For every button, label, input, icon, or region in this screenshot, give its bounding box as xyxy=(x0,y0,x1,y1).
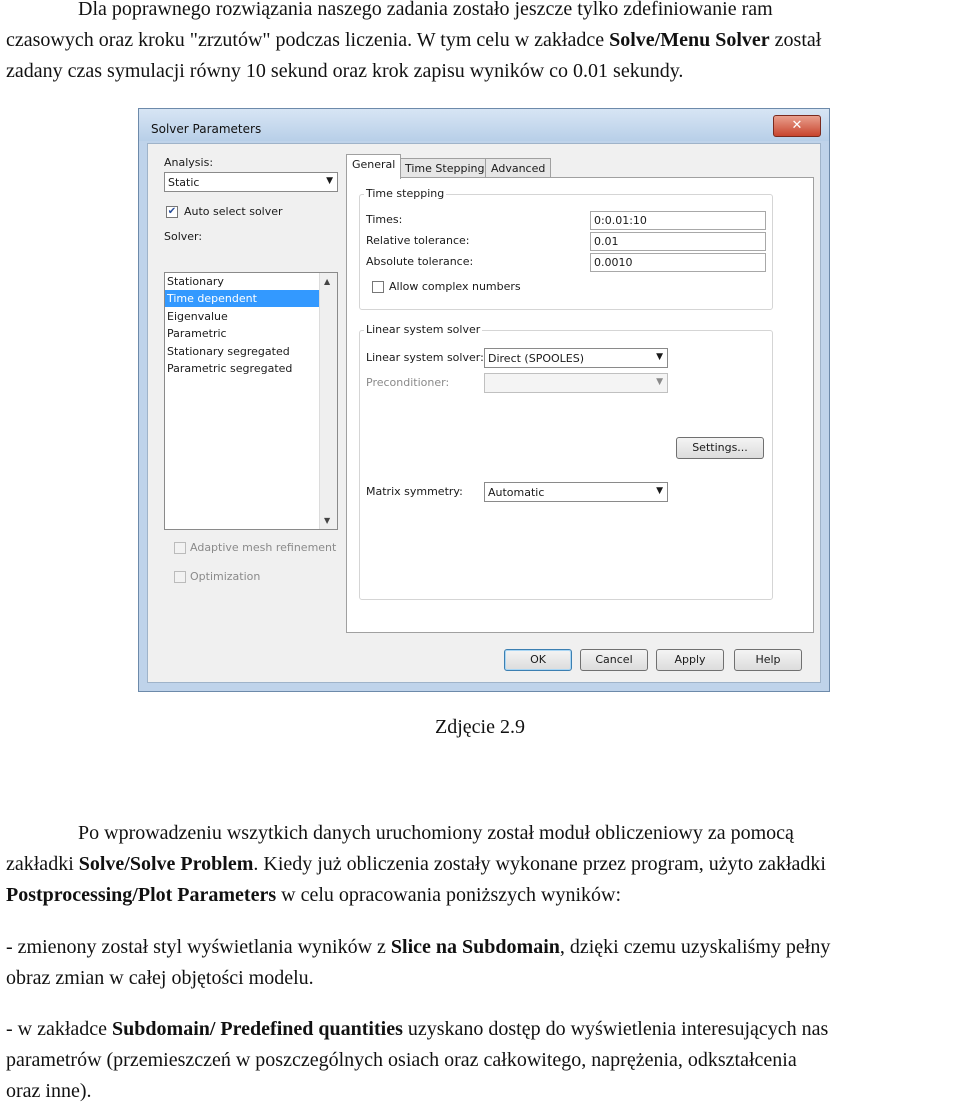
text-line xyxy=(6,818,956,849)
text-run: czasowych oraz kroku "zrzutów" podczas liczenia. W tym celu w zakładce xyxy=(6,29,610,51)
dialog-title: Solver Parameters xyxy=(151,122,262,136)
relative-tolerance-input[interactable]: 0.01 xyxy=(590,232,766,251)
close-button[interactable]: ✕ xyxy=(773,115,821,137)
optimization-checkbox[interactable] xyxy=(174,571,186,583)
times-label: Times: xyxy=(366,213,403,226)
text-run: został xyxy=(769,29,822,51)
text-line xyxy=(6,1014,956,1045)
matrix-symmetry-label: Matrix symmetry: xyxy=(366,485,463,498)
settings-button[interactable]: Settings... xyxy=(676,437,764,459)
chevron-down-icon: ▼ xyxy=(656,377,663,387)
allow-complex-checkbox[interactable] xyxy=(372,281,384,293)
text-line xyxy=(6,0,956,25)
allow-complex-label: Allow complex numbers xyxy=(389,280,521,293)
linear-system-group-label: Linear system solver xyxy=(366,323,481,336)
text-run: zakładki xyxy=(6,853,79,875)
solver-listbox[interactable] xyxy=(164,272,338,530)
text-run: zadany czas symulacji równy 10 sekund oraz krok zapisu wyników co 0.01 sekundy. xyxy=(6,60,684,82)
solver-item[interactable]: Stationary segregated xyxy=(167,345,290,358)
tab-advanced[interactable]: Advanced xyxy=(485,158,551,178)
chevron-down-icon: ▼ xyxy=(656,352,663,362)
chevron-down-icon: ▼ xyxy=(326,176,333,186)
ok-button[interactable]: OK xyxy=(504,649,572,671)
solver-item-selected[interactable]: Time dependent xyxy=(165,290,321,307)
text-run: uzyskano dostęp do wyświetlenia interesujących nas xyxy=(402,1018,829,1040)
text-line xyxy=(6,1045,956,1076)
bold-text: Slice na Subdomain xyxy=(390,936,560,958)
bold-text: Postprocessing/Plot Parameters xyxy=(6,884,277,906)
solver-item[interactable]: Stationary xyxy=(167,275,224,288)
chevron-down-icon: ▼ xyxy=(656,486,663,496)
times-input[interactable]: 0:0.01:10 xyxy=(590,211,766,230)
text-line xyxy=(6,963,956,994)
figure-caption: Zdjęcie 2.9 xyxy=(435,716,525,738)
auto-select-checkbox[interactable]: ✔ xyxy=(167,206,177,217)
absolute-tolerance-label: Absolute tolerance: xyxy=(366,255,474,268)
general-tab-panel xyxy=(346,177,814,633)
apply-button[interactable]: Apply xyxy=(656,649,724,671)
text-run: , dzięki czemu uzyskaliśmy pełny xyxy=(559,936,831,958)
analysis-value: Static xyxy=(168,176,200,189)
solver-item[interactable]: Eigenvalue xyxy=(167,310,228,323)
adaptive-mesh-checkbox[interactable] xyxy=(174,542,186,554)
bold-text: Solve/Solve Problem xyxy=(78,853,254,875)
relative-tolerance-label: Relative tolerance: xyxy=(366,234,470,247)
matrix-symmetry-value: Automatic xyxy=(488,486,545,499)
dialog-client-area xyxy=(147,143,821,683)
text-run: - w zakładce xyxy=(6,1018,113,1040)
preconditioner-label: Preconditioner: xyxy=(366,376,450,389)
linear-system-solver-group xyxy=(359,323,773,600)
text-run: - zmienony został styl wyświetlania wyników z xyxy=(6,936,391,958)
solver-list-scrollbar[interactable] xyxy=(319,273,337,529)
body-paragraph-quantities xyxy=(6,1014,956,1107)
absolute-tolerance-input[interactable]: 0.0010 xyxy=(590,253,766,272)
analysis-select[interactable] xyxy=(164,172,338,192)
text-line xyxy=(6,25,956,56)
text-run: obraz zmian w całej objętości modelu. xyxy=(6,967,314,989)
text-line xyxy=(6,849,956,880)
matrix-symmetry-select[interactable] xyxy=(484,482,668,502)
solver-parameters-dialog xyxy=(138,108,830,692)
linear-solver-value: Direct (SPOOLES) xyxy=(488,352,585,365)
tab-general[interactable]: General xyxy=(346,154,401,179)
text-line xyxy=(6,880,956,911)
time-stepping-group xyxy=(359,187,773,310)
auto-select-label: Auto select solver xyxy=(184,205,283,218)
linear-solver-label: Linear system solver: xyxy=(366,351,484,364)
solver-label: Solver: xyxy=(164,230,203,243)
help-button[interactable]: Help xyxy=(734,649,802,671)
body-paragraph-solve xyxy=(6,818,956,911)
text-run: w celu opracowania poniższych wyników: xyxy=(276,884,622,906)
linear-solver-select[interactable] xyxy=(484,348,668,368)
adaptive-mesh-label: Adaptive mesh refinement xyxy=(190,541,337,554)
scroll-down-icon[interactable]: ▼ xyxy=(324,516,331,525)
solver-item[interactable]: Parametric xyxy=(167,327,227,340)
text-run: Dla poprawnego rozwiązania naszego zadania zostało jeszcze tylko zdefiniowanie ram xyxy=(78,0,773,20)
text-run: Po wprowadzeniu wszytkich danych uruchomiony został moduł obliczeniowy za pomocą xyxy=(78,822,794,844)
solver-item[interactable]: Parametric segregated xyxy=(167,362,293,375)
text-run: parametrów (przemieszczeń w poszczególnych osiach oraz całkowitego, naprężenia, odkształcenia xyxy=(6,1049,797,1071)
preconditioner-select[interactable] xyxy=(484,373,668,393)
bold-text: Subdomain/ Predefined quantities xyxy=(112,1018,403,1040)
text-line xyxy=(6,1076,956,1107)
text-run: . Kiedy już obliczenia zostały wykonane przez program, użyto zakładki xyxy=(253,853,826,875)
text-run: oraz inne). xyxy=(6,1080,92,1102)
text-line xyxy=(6,56,956,87)
body-paragraph-slice xyxy=(6,932,956,994)
intro-paragraph xyxy=(6,0,956,87)
analysis-label: Analysis: xyxy=(164,156,214,169)
dialog-titlebar xyxy=(139,109,829,141)
tab-time-stepping[interactable]: Time Stepping xyxy=(399,158,490,178)
text-line xyxy=(6,932,956,963)
scroll-up-icon[interactable]: ▲ xyxy=(324,277,331,286)
cancel-button[interactable]: Cancel xyxy=(580,649,648,671)
optimization-label: Optimization xyxy=(190,570,261,583)
bold-text: Solve/Menu Solver xyxy=(609,29,770,51)
time-stepping-group-label: Time stepping xyxy=(366,187,445,200)
